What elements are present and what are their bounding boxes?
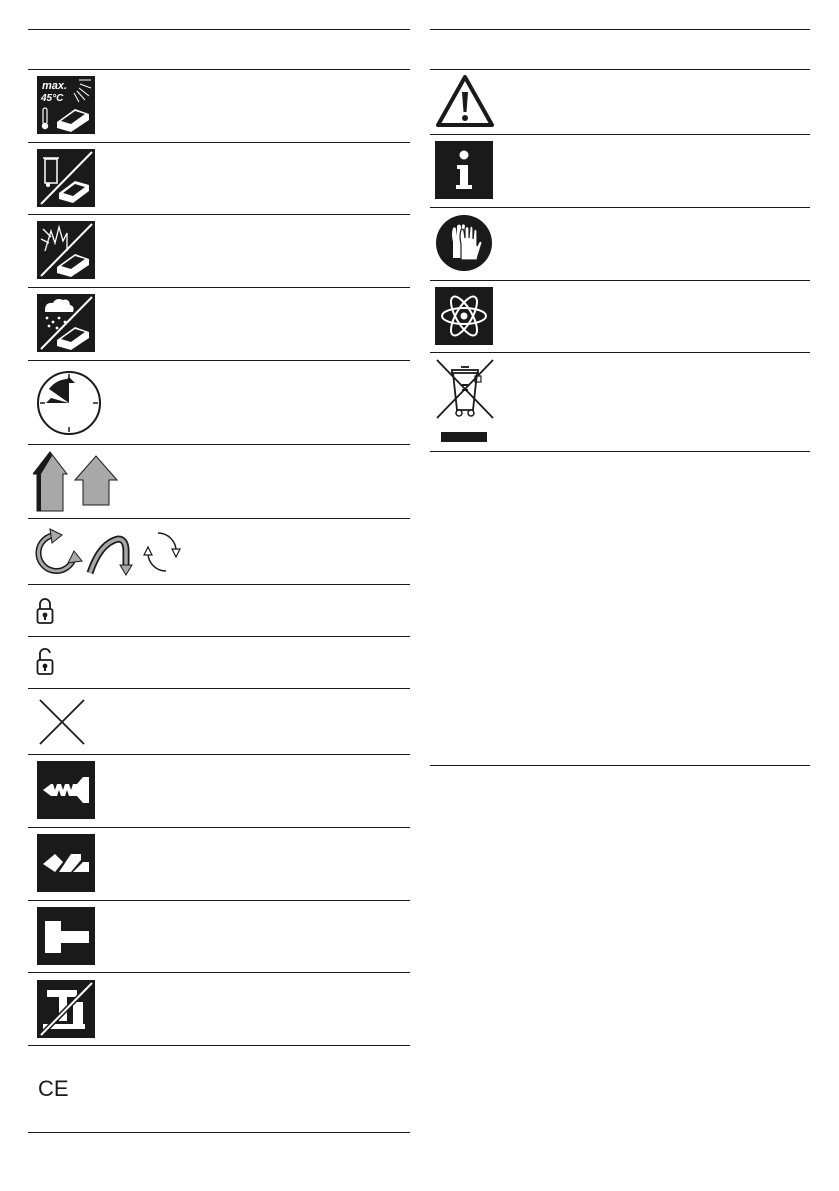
hammer-icon	[37, 907, 95, 965]
drill-bit-icon	[37, 834, 95, 892]
left-row-divider	[28, 972, 410, 973]
warning-triangle-icon	[435, 74, 495, 128]
left-row-divider	[28, 287, 410, 288]
right-bottom-rule	[430, 765, 810, 766]
ce-mark-icon	[38, 1075, 74, 1101]
left-row-divider	[28, 360, 410, 361]
do-not-burn-battery-icon	[37, 221, 95, 279]
right-top-rule	[430, 29, 810, 30]
left-row-divider	[28, 636, 410, 637]
right-row-divider	[430, 207, 810, 208]
right-row-divider	[430, 134, 810, 135]
left-row-divider	[28, 444, 410, 445]
left-row-divider	[28, 900, 410, 901]
no-hammer-icon	[37, 980, 95, 1038]
screw-icon	[37, 761, 95, 819]
right-row-divider	[430, 280, 810, 281]
ce-mark-text: CE	[38, 1076, 69, 1101]
left-row-divider	[28, 69, 410, 70]
left-row-divider	[28, 688, 410, 689]
left-row-divider	[28, 1045, 410, 1046]
temperature-label-value: 45°C	[41, 93, 64, 104]
weee-bar	[441, 432, 487, 442]
max-temperature-battery-icon	[37, 76, 95, 134]
left-row-divider	[28, 518, 410, 519]
left-row-divider	[28, 827, 410, 828]
left-row-divider	[28, 142, 410, 143]
information-icon	[435, 141, 493, 199]
do-not-expose-to-rain-battery-icon	[37, 294, 95, 352]
weee-crossed-bin-icon	[435, 358, 495, 444]
left-row-divider	[28, 754, 410, 755]
left-row-divider	[28, 214, 410, 215]
lock-closed-icon	[36, 597, 54, 625]
temperature-label-max: max.	[42, 80, 68, 92]
right-row-divider	[430, 451, 810, 452]
left-row-divider	[28, 584, 410, 585]
right-row-divider	[430, 69, 810, 70]
arrows-up-icon	[33, 450, 123, 512]
cross-icon	[38, 698, 86, 746]
do-not-dispose-battery-icon	[37, 149, 95, 207]
atom-radiation-icon	[435, 287, 493, 345]
rotation-arrows-icon	[34, 527, 190, 577]
lock-open-icon	[36, 646, 58, 676]
right-row-divider	[430, 352, 810, 353]
left-bottom-rule	[28, 1132, 410, 1133]
wear-gloves-icon	[435, 214, 493, 272]
clock-icon	[35, 369, 103, 437]
left-top-rule	[28, 29, 410, 30]
